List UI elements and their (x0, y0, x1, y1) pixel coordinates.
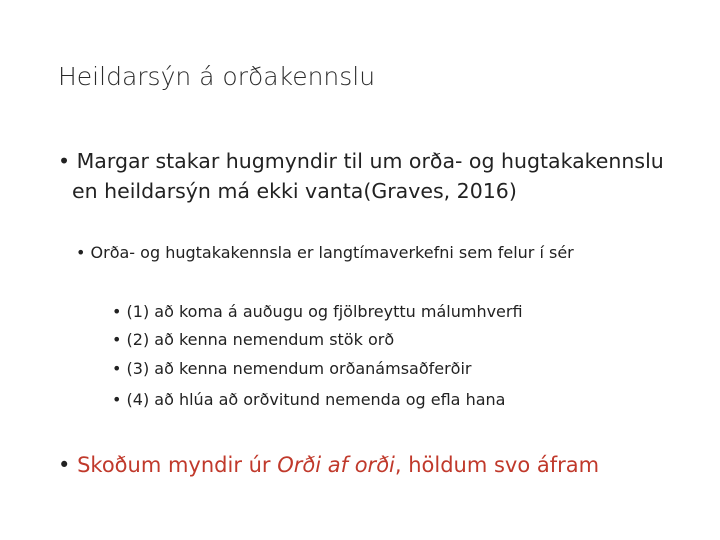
bullet-symbol: • (76, 243, 86, 262)
bullet-level3-text: (2) að kenna nemendum stök orð (126, 330, 395, 349)
bullet-level3-item (112, 300, 523, 324)
bullet-bottom (58, 450, 599, 480)
bullet-level1 (58, 146, 682, 206)
bullet-level3-item (112, 328, 394, 352)
bullet-level3-text: (1) að koma á auðugu og fjölbreyttu málumhverfi (126, 302, 523, 321)
bullet-symbol: • (112, 390, 122, 409)
bottom-suffix: , höldum svo áfram (394, 453, 600, 477)
bullet-level3-text: (4) að hlúa að orðvitund nemenda og efla hana (126, 390, 506, 409)
bullet-symbol: • (112, 330, 122, 349)
bottom-prefix: Skoðum myndir úr (77, 453, 278, 477)
bullet-level3-item (112, 388, 505, 412)
bullet-level1-text: Margar stakar hugmyndir til um orða- og hugtakakennslu en heildarsýn má ekki vanta(Graves, 2016) (72, 149, 664, 203)
bullet-level3-text: (3) að kenna nemendum orðanámsaðferðir (126, 359, 472, 378)
bullet-symbol: • (112, 359, 122, 378)
bullet-symbol: • (58, 453, 71, 477)
bullet-level3-item (112, 357, 471, 381)
slide-title: Heildarsýn á orðakennslu (58, 62, 376, 91)
bullet-symbol: • (112, 302, 122, 321)
bottom-italic-title: Orði af orði (277, 453, 395, 477)
bullet-level2-text: Orða- og hugtakakennsla er langtímaverkefni sem felur í sér (90, 243, 574, 262)
bullet-level2 (76, 241, 668, 265)
bullet-symbol: • (58, 149, 71, 173)
